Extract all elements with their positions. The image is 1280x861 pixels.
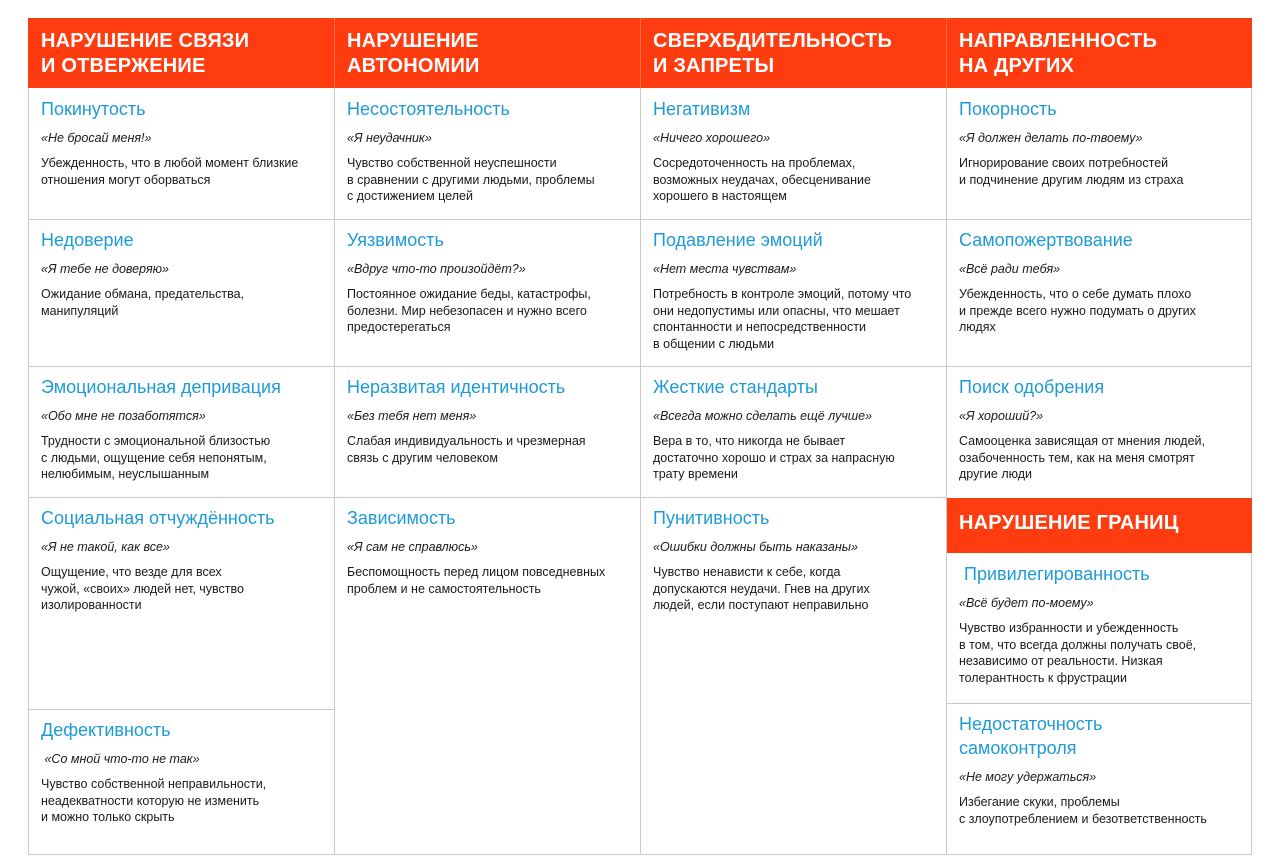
schema-description: Убежденность, что в любой момент близкие отношения могут оборваться bbox=[41, 156, 299, 187]
schema-title: Уязвимость bbox=[347, 230, 444, 250]
schema-quote: «Я не такой, как все» bbox=[41, 540, 170, 554]
schema-description: Игнорирование своих потребностей и подчинение другим людям из страха bbox=[959, 156, 1184, 187]
schema-quote: «Вдруг что-то произойдёт?» bbox=[347, 262, 526, 276]
schema-quote: «Я должен делать по-твоему» bbox=[959, 131, 1143, 145]
schema-card-unrelenting-standards bbox=[640, 367, 946, 483]
header-disconnection: НАРУШЕНИЕ СВЯЗИ И ОТВЕРЖЕНИЕ bbox=[28, 18, 334, 88]
schema-title: Социальная отчуждённость bbox=[41, 508, 275, 528]
schema-quote: «Всё ради тебя» bbox=[959, 262, 1061, 276]
schema-title: Самопожертвование bbox=[959, 230, 1133, 250]
schema-title: Недостаточность самоконтроля bbox=[959, 714, 1103, 758]
schema-description: Сосредоточенность на проблемах, возможных неудачах, обесценивание хорошего в настоящем bbox=[653, 156, 871, 203]
schema-description: Беспомощность перед лицом повседневных проблем и не самостоятельность bbox=[347, 565, 606, 596]
schema-quote: «Всегда можно сделать ещё лучше» bbox=[653, 409, 873, 423]
schema-description: Ожидание обмана, предательства, манипуляций bbox=[41, 287, 245, 318]
schema-title: Покинутость bbox=[41, 99, 146, 119]
schema-card-punitiveness bbox=[640, 498, 946, 614]
header-divider bbox=[334, 18, 335, 88]
schema-card-insufficient-self-control bbox=[946, 704, 1252, 827]
schema-description: Чувство собственной неправильности, неадекватности которую не изменить и можно только скрыть bbox=[41, 777, 267, 824]
schema-description: Самооценка зависящая от мнения людей, озабоченность тем, как на меня смотрят другие люди bbox=[959, 434, 1206, 481]
schema-quote: «Я тебе не доверяю» bbox=[41, 262, 169, 276]
header-divider bbox=[946, 18, 947, 88]
schema-title: Эмоциональная депривация bbox=[41, 377, 281, 397]
schema-quote: «Не могу удержаться» bbox=[959, 770, 1097, 784]
schema-card-mistrust bbox=[28, 220, 334, 319]
schema-card-approval-seeking bbox=[946, 367, 1252, 483]
schema-card-emotional-deprivation bbox=[28, 367, 334, 483]
schema-title: Несостоятельность bbox=[347, 99, 510, 119]
schema-card-abandonment bbox=[28, 89, 334, 188]
schema-description: Постоянное ожидание беды, катастрофы, болезни. Мир небезопасен и нужно всего предостерегаться bbox=[347, 287, 591, 334]
header-other-directedness: НАПРАВЛЕННОСТЬ НА ДРУГИХ bbox=[946, 18, 1252, 88]
schema-title: Покорность bbox=[959, 99, 1057, 119]
schema-title: Привилегированность bbox=[959, 564, 1150, 584]
schema-description: Слабая индивидуальность и чрезмерная связь с другим человеком bbox=[347, 434, 586, 465]
schema-description: Потребность в контроле эмоций, потому что они недопустимы или опасны, что мешает спонтанности и непосредственности в общении с людьми bbox=[653, 287, 912, 351]
schema-title: Недоверие bbox=[41, 230, 134, 250]
header-autonomy: НАРУШЕНИЕ АВТОНОМИИ bbox=[334, 18, 640, 88]
schema-quote: «Не бросай меня!» bbox=[41, 131, 152, 145]
schema-card-self-sacrifice bbox=[946, 220, 1252, 336]
schema-quote: «Ошибки должны быть наказаны» bbox=[653, 540, 858, 554]
schema-quote: «Я неудачник» bbox=[347, 131, 432, 145]
schema-title: Дефективность bbox=[41, 720, 171, 740]
schema-description: Трудности с эмоциональной близостью с людьми, ощущение себя непонятым, нелюбимым, неуслышанным bbox=[41, 434, 271, 481]
schema-quote: «Обо мне не позаботятся» bbox=[41, 409, 206, 423]
schema-card-entitlement bbox=[946, 554, 1252, 686]
schema-description: Убежденность, что о себе думать плохо и прежде всего нужно подумать о других людях bbox=[959, 287, 1196, 334]
schema-card-vulnerability bbox=[334, 220, 640, 336]
schema-card-failure bbox=[334, 89, 640, 205]
schema-description: Вера в то, что никогда не бывает достаточно хорошо и страх за напрасную трату времени bbox=[653, 434, 895, 481]
schema-title: Неразвитая идентичность bbox=[347, 377, 566, 397]
schema-card-emotional-inhibition bbox=[640, 220, 946, 352]
schema-card-undeveloped-self bbox=[334, 367, 640, 466]
schema-description: Чувство собственной неуспешности в сравнении с другими людьми, проблемы с достижением целей bbox=[347, 156, 595, 203]
header-divider bbox=[640, 18, 641, 88]
schema-card-social-isolation bbox=[28, 498, 334, 614]
schema-quote: «Без тебя нет меня» bbox=[347, 409, 477, 423]
schema-description: Ощущение, что везде для всех чужой, «своих» людей нет, чувство изолированности bbox=[41, 565, 244, 612]
header-overvigilance: СВЕРХБДИТЕЛЬНОСТЬ И ЗАПРЕТЫ bbox=[640, 18, 946, 88]
schema-quote: «Со мной что-то не так» bbox=[41, 752, 200, 766]
schema-title: Негативизм bbox=[653, 99, 751, 119]
schema-title: Зависимость bbox=[347, 508, 456, 528]
schema-description: Избегание скуки, проблемы с злоупотреблением и безответственность bbox=[959, 795, 1207, 826]
schema-title: Подавление эмоций bbox=[653, 230, 823, 250]
schema-quote: «Нет места чувствам» bbox=[653, 262, 797, 276]
schema-description: Чувство избранности и убежденность в том, что всегда должны получать своё, независимо от реальности. Низкая толерантность к фрустрации bbox=[959, 621, 1197, 685]
schema-quote: «Ничего хорошего» bbox=[653, 131, 771, 145]
schema-card-defectiveness bbox=[28, 710, 334, 826]
schema-title: Поиск одобрения bbox=[959, 377, 1105, 397]
schema-quote: «Всё будет по-моему» bbox=[959, 596, 1094, 610]
header-impaired-limits: НАРУШЕНИЕ ГРАНИЦ bbox=[946, 498, 1252, 553]
schema-card-subjugation bbox=[946, 89, 1252, 188]
schema-title: Пунитивность bbox=[653, 508, 770, 528]
schema-card-negativity bbox=[640, 89, 946, 205]
schema-description: Чувство ненависти к себе, когда допускаются неудачи. Гнев на других людей, если поступают неправильно bbox=[653, 565, 870, 612]
schema-title: Жесткие стандарты bbox=[653, 377, 818, 397]
schema-quote: «Я сам не справлюсь» bbox=[347, 540, 478, 554]
schema-card-dependence bbox=[334, 498, 640, 597]
schema-quote: «Я хороший?» bbox=[959, 409, 1044, 423]
